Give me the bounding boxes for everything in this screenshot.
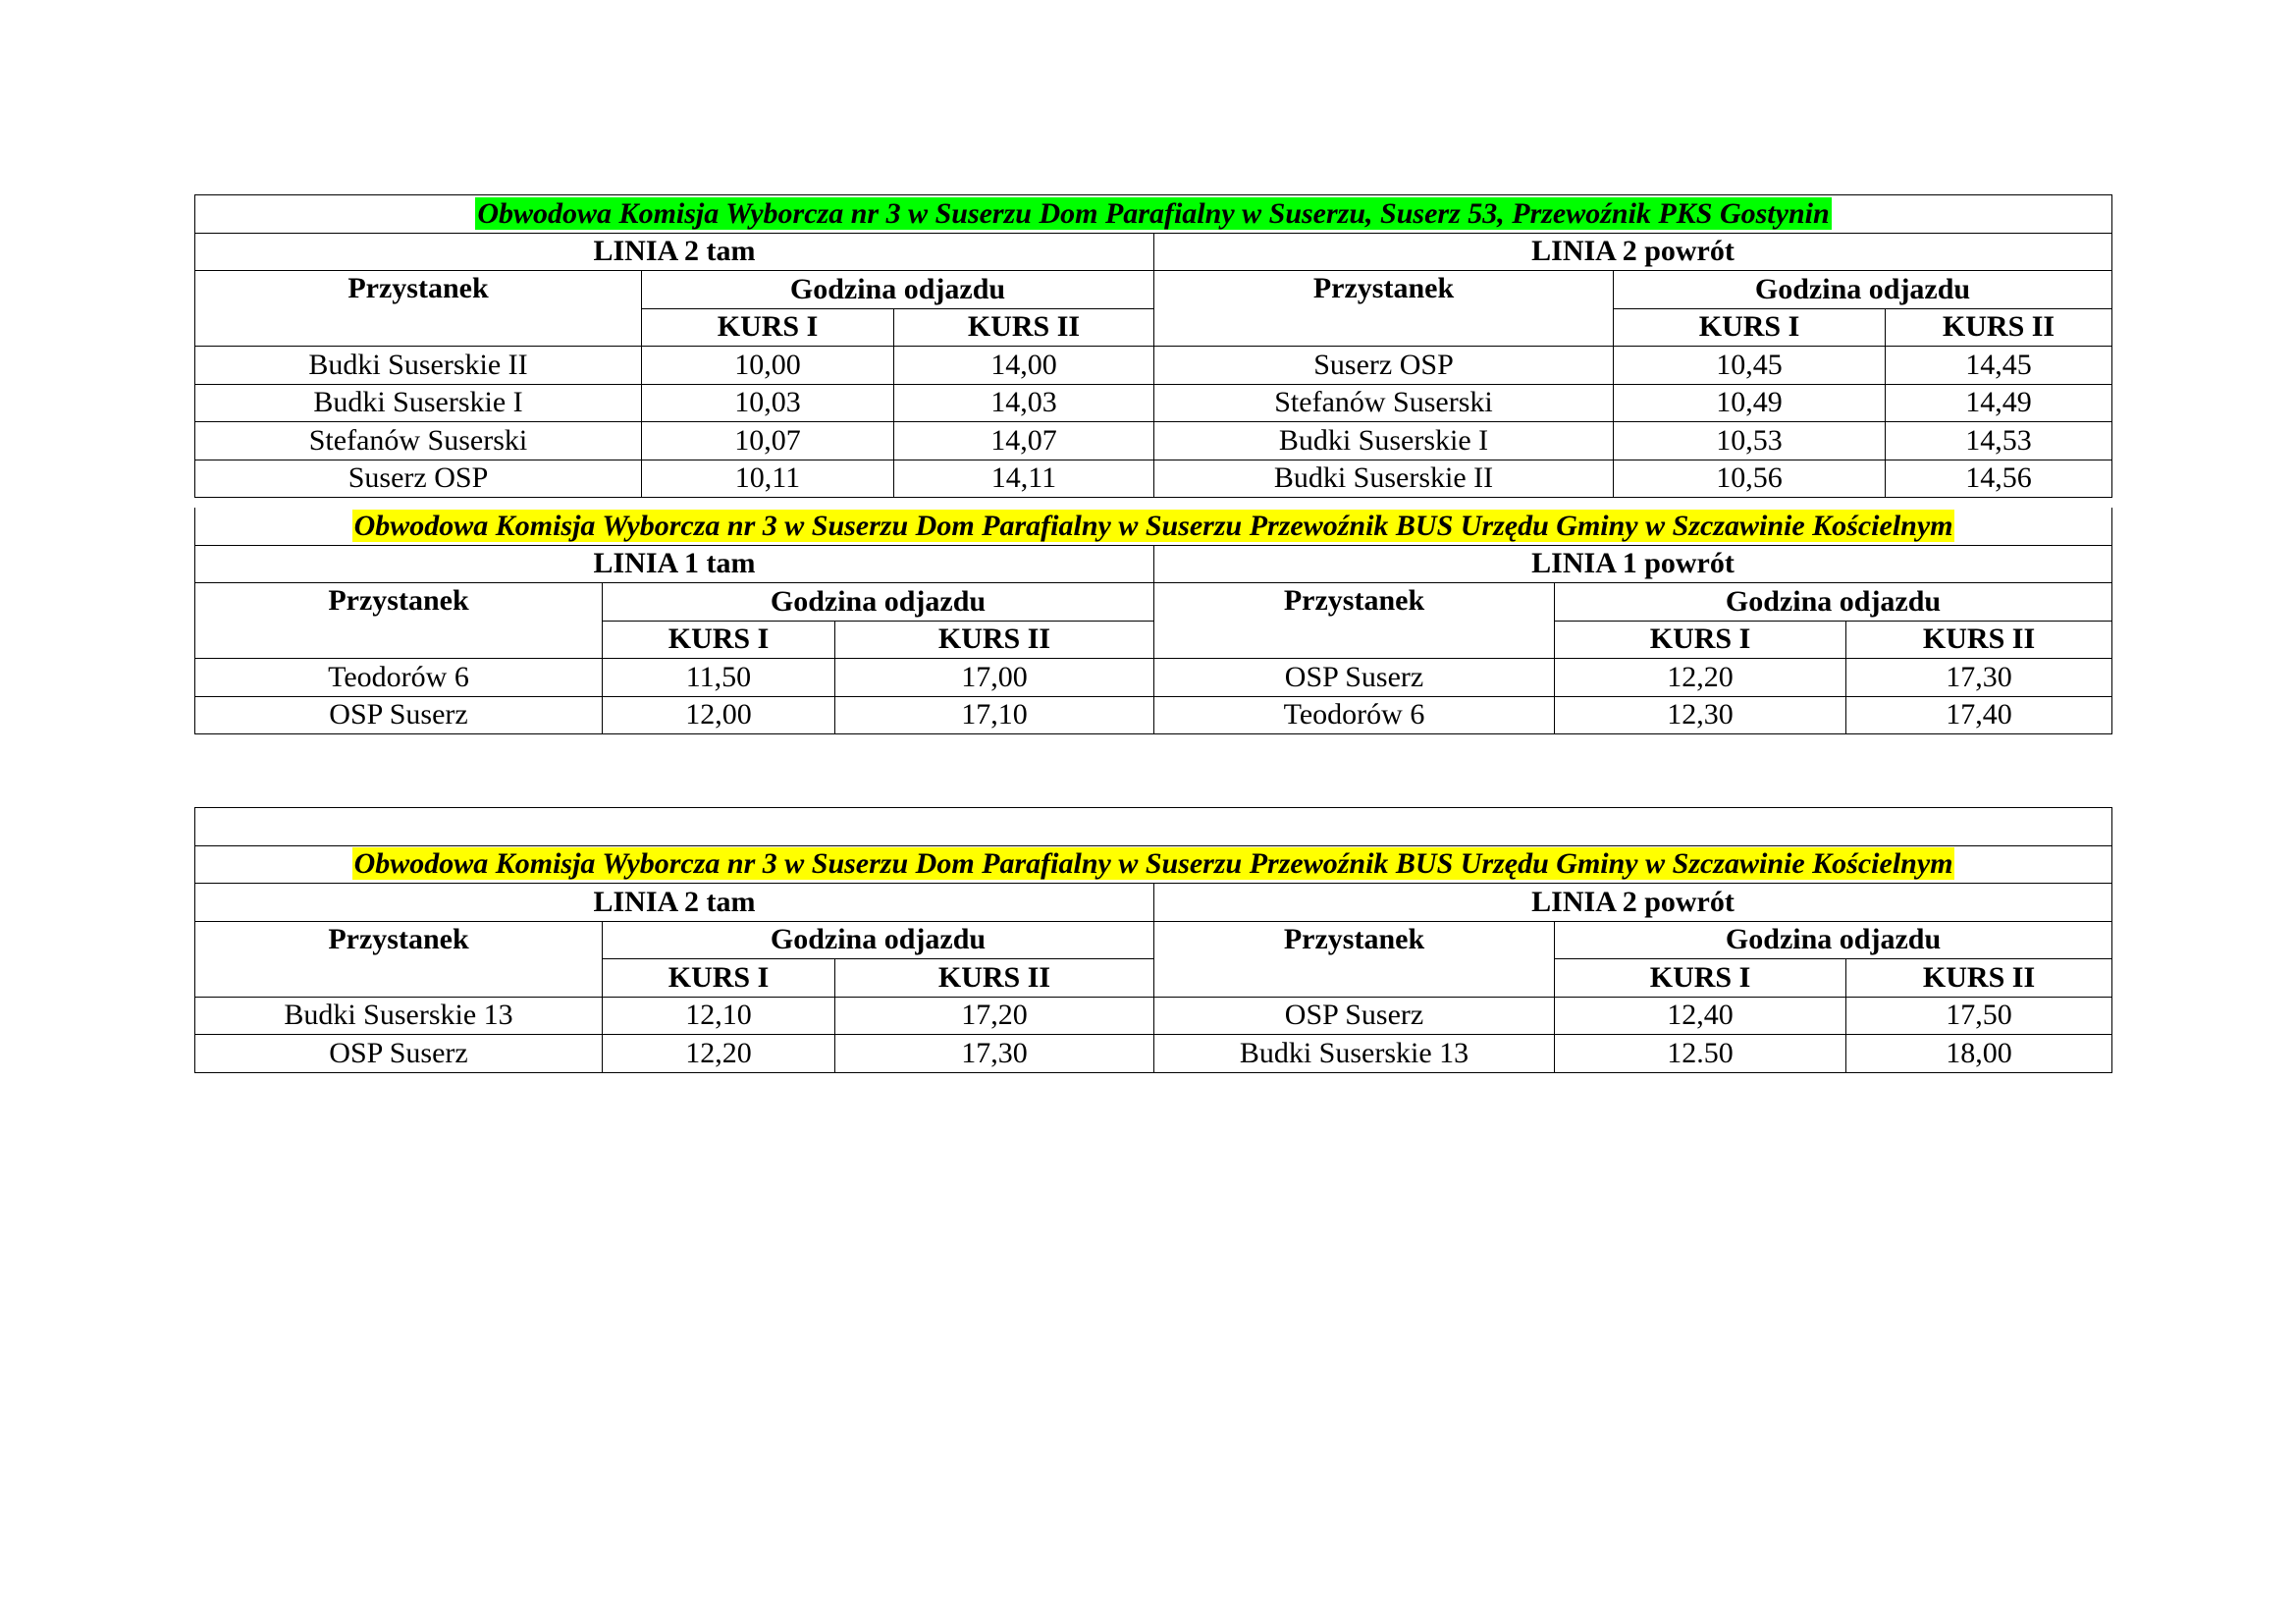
time-cell: 14,53 <box>1886 422 2112 460</box>
time-cell: 12,30 <box>1555 696 1846 734</box>
stop-cell: Stefanów Suserski <box>195 422 642 460</box>
kurs1-header: KURS I <box>1614 308 1886 347</box>
time-cell: 12,20 <box>1555 659 1846 697</box>
stop-cell: Suserz OSP <box>1154 347 1614 385</box>
time-cell: 14,49 <box>1886 384 2112 422</box>
line-return: LINIA 2 powrót <box>1154 884 2112 922</box>
kurs1-header: KURS I <box>1555 621 1846 659</box>
kurs1-header: KURS I <box>603 621 835 659</box>
kurs1-header: KURS I <box>642 308 894 347</box>
stop-cell: OSP Suserz <box>1154 659 1555 697</box>
time-cell: 10,07 <box>642 422 894 460</box>
stop-cell: OSP Suserz <box>1154 997 1555 1035</box>
table-row <box>195 347 2112 385</box>
line-return: LINIA 1 powrót <box>1154 545 2112 583</box>
time-cell: 17,40 <box>1846 696 2112 734</box>
line-outbound: LINIA 2 tam <box>195 884 1154 922</box>
section-title-cell <box>195 845 2112 884</box>
section-title-cell <box>195 508 2112 545</box>
table-row <box>195 1035 2112 1073</box>
time-cell: 10,11 <box>642 460 894 498</box>
time-cell: 14,45 <box>1886 347 2112 385</box>
kurs2-header: KURS II <box>894 308 1154 347</box>
time-cell: 17,10 <box>835 696 1154 734</box>
stop-cell: Suserz OSP <box>195 460 642 498</box>
stop-cell: OSP Suserz <box>195 1035 603 1073</box>
line-outbound: LINIA 1 tam <box>195 545 1154 583</box>
stop-header: Przystanek <box>195 271 642 347</box>
table-row <box>195 659 2112 697</box>
stop-cell: Budki Suserskie 13 <box>195 997 603 1035</box>
time-cell: 17,00 <box>835 659 1154 697</box>
empty-cell <box>195 808 2112 846</box>
header-row <box>195 921 2112 959</box>
time-cell: 10,56 <box>1614 460 1886 498</box>
section-title-row <box>195 845 2112 884</box>
time-cell: 12,40 <box>1555 997 1846 1035</box>
section-title-row <box>195 508 2112 545</box>
section-title: Obwodowa Komisja Wyborcza nr 3 w Suserzu Dom Parafialny w Suserzu Przewoźnik BUS Urzędu Gminy w Szczawinie Kościelnym <box>353 509 1953 542</box>
schedule-table-1 <box>194 194 2112 498</box>
time-header: Godzina odjazdu <box>603 921 1154 959</box>
time-cell: 10,49 <box>1614 384 1886 422</box>
time-cell: 17,50 <box>1846 997 2112 1035</box>
header-row <box>195 583 2112 622</box>
line-return: LINIA 2 powrót <box>1154 233 2112 271</box>
kurs1-header: KURS I <box>1555 959 1846 998</box>
time-cell: 12,10 <box>603 997 835 1035</box>
time-cell: 14,03 <box>894 384 1154 422</box>
time-cell: 11,50 <box>603 659 835 697</box>
line-row <box>195 233 2112 271</box>
schedule-table-2 <box>194 807 2112 1073</box>
section-title: Obwodowa Komisja Wyborcza nr 3 w Suserzu Dom Parafialny w Suserzu Przewoźnik BUS Urzędu Gminy w Szczawinie Kościelnym <box>353 847 1953 881</box>
table-row <box>195 384 2112 422</box>
time-cell: 10,53 <box>1614 422 1886 460</box>
time-cell: 14,11 <box>894 460 1154 498</box>
stop-header: Przystanek <box>195 583 603 659</box>
stop-cell: Budki Suserskie II <box>1154 460 1614 498</box>
stop-header: Przystanek <box>1154 271 1614 347</box>
kurs2-header: KURS II <box>1886 308 2112 347</box>
table-row <box>195 997 2112 1035</box>
time-cell: 10,00 <box>642 347 894 385</box>
time-cell: 17,30 <box>835 1035 1154 1073</box>
stop-cell: Budki Suserskie II <box>195 347 642 385</box>
time-cell: 12,00 <box>603 696 835 734</box>
section-title: Obwodowa Komisja Wyborcza nr 3 w Suserzu Dom Parafialny w Suserzu, Suserz 53, Przewoźnik PKS Gostynin <box>477 196 1830 230</box>
stop-cell: Teodorów 6 <box>1154 696 1555 734</box>
table-row <box>195 422 2112 460</box>
stop-cell: OSP Suserz <box>195 696 603 734</box>
stop-header: Przystanek <box>1154 921 1555 997</box>
time-cell: 14,00 <box>894 347 1154 385</box>
stop-cell: Teodorów 6 <box>195 659 603 697</box>
line-row <box>195 884 2112 922</box>
kurs2-header: KURS II <box>1846 621 2112 659</box>
line-row <box>195 545 2112 583</box>
time-cell: 12.50 <box>1555 1035 1846 1073</box>
table-row <box>195 696 2112 734</box>
time-cell: 18,00 <box>1846 1035 2112 1073</box>
section-title-row <box>195 195 2112 234</box>
stop-cell: Budki Suserskie I <box>1154 422 1614 460</box>
time-cell: 17,20 <box>835 997 1154 1035</box>
time-header: Godzina odjazdu <box>1614 271 2112 309</box>
section-title-cell <box>195 195 2112 234</box>
table-row <box>195 460 2112 498</box>
schedule-table-1b <box>194 508 2112 734</box>
kurs2-header: KURS II <box>1846 959 2112 998</box>
line-outbound: LINIA 2 tam <box>195 233 1154 271</box>
time-header: Godzina odjazdu <box>642 271 1154 309</box>
time-header: Godzina odjazdu <box>603 583 1154 622</box>
empty-row <box>195 808 2112 846</box>
stop-cell: Budki Suserskie 13 <box>1154 1035 1555 1073</box>
time-header: Godzina odjazdu <box>1555 921 2112 959</box>
kurs2-header: KURS II <box>835 959 1154 998</box>
time-cell: 12,20 <box>603 1035 835 1073</box>
time-cell: 10,03 <box>642 384 894 422</box>
stop-header: Przystanek <box>1154 583 1555 659</box>
stop-cell: Stefanów Suserski <box>1154 384 1614 422</box>
time-cell: 14,56 <box>1886 460 2112 498</box>
kurs1-header: KURS I <box>603 959 835 998</box>
header-row <box>195 271 2112 309</box>
kurs2-header: KURS II <box>835 621 1154 659</box>
time-cell: 10,45 <box>1614 347 1886 385</box>
stop-header: Przystanek <box>195 921 603 997</box>
stop-cell: Budki Suserskie I <box>195 384 642 422</box>
time-header: Godzina odjazdu <box>1555 583 2112 622</box>
time-cell: 17,30 <box>1846 659 2112 697</box>
time-cell: 14,07 <box>894 422 1154 460</box>
